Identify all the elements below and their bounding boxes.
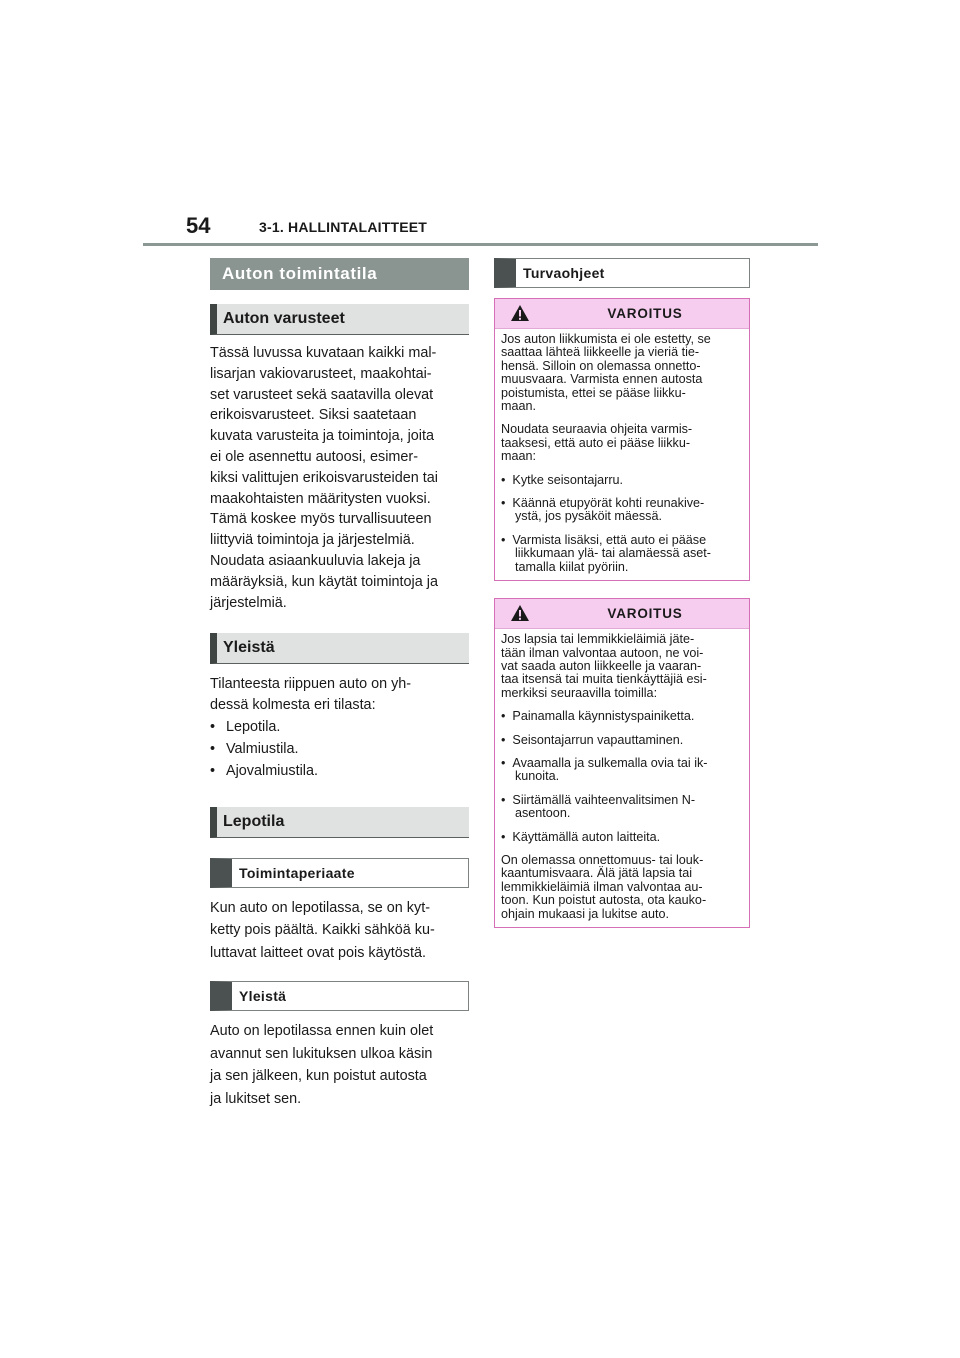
list-item: • Siirtämällä vaihteenvalitsimen N- asentoon. — [501, 792, 696, 821]
list-item: • Varmista lisäksi, että auto ei pääse liikkumaan ylä- tai alamäessä aset- tamalla kiilat pyöriin. — [501, 532, 711, 574]
warning-paragraph: Noudata seuraavia ohjeita varmis- taaksesi, että auto ei pääse liikku- maan: — [501, 422, 693, 464]
list-item: • Käännä etupyörät kohti reunakive- ystä, jos pysäköit mäessä. — [501, 496, 705, 524]
principle-paragraph: Kun auto on lepotilassa, se on kyt- ketty pois päältä. Kaikki sähköä ku- luttavat laitteet ovat pois käytöstä. — [210, 899, 435, 961]
list-item: • Lepotila. — [210, 716, 469, 738]
warning-triangle-icon — [510, 604, 530, 622]
section-heading-lepotila: Lepotila — [210, 807, 469, 838]
warning-body — [495, 329, 749, 580]
main-heading: Auton toimintatila — [210, 258, 469, 290]
chapter-title: 3-1. HALLINTALAITTEET — [259, 219, 428, 235]
warning-paragraph: Jos auton liikkumista ei ole estetty, se saattaa lähteä liikkeelle ja vieriä tie- hensä. Silloin on olemassa onnetto- muusvaara. Varmista ennen autosta poistumista, ettei se pääse liikku- maan. — [501, 332, 711, 414]
list-item: • Ajovalmiustila. — [210, 760, 469, 782]
warning-triangle-icon — [510, 304, 530, 322]
warning-title: VAROITUS — [607, 606, 683, 622]
warning-box-1 — [494, 298, 750, 581]
list-item: • Seisontajarrun vapauttaminen. — [501, 732, 684, 747]
states-list — [210, 716, 469, 782]
page-number: 54 — [186, 213, 211, 238]
list-item: • Avaamalla ja sulkemalla ovia tai ik- kunoita. — [501, 755, 708, 784]
warning-paragraph: On olemassa onnettomuus- tai louk- kaantumisvaara. Älä jätä lapsia tai lemmikkieläimiä ilman valvontaa au- toon. Kun poistut autosta, ota kauko- ohjain mukaasi ja lukitse auto. — [501, 852, 707, 921]
warning-paragraph: Jos lapsia tai lemmikkieläimiä jäte- tään ilman valvontaa autoon, ne voi- vat saada auton liikkeelle ja vaaran- taa itsensä tai muita tienkäyttäjiä esi- merkiksi seuraavilla toimilla: — [501, 632, 707, 700]
header-rule — [143, 243, 818, 246]
general-paragraph: Auto on lepotilassa ennen kuin olet avannut sen lukituksen ulkoa käsin ja sen jälkeen, kun poistut autosta ja lukitset sen. — [210, 1023, 434, 1107]
subheading-yleista: Yleistä — [210, 981, 469, 1011]
list-item: • Valmiustila. — [210, 738, 469, 760]
section-heading-yleista: Yleistä — [210, 633, 469, 664]
list-item: • Painamalla käynnistyspainiketta. — [501, 709, 695, 724]
subheading-toimintaperiaate: Toimintaperiaate — [210, 858, 469, 888]
warning-title: VAROITUS — [607, 306, 683, 321]
states-intro: Tilanteesta riippuen auto on yh- dessä kolmesta eri tilasta: — [210, 676, 412, 714]
warning-header — [495, 299, 749, 329]
warning-header — [495, 599, 749, 629]
list-item: • Kytke seisontajarru. — [501, 472, 624, 487]
intro-paragraph: Tässä luvussa kuvataan kaikki mal- lisarjan vakiovarusteet, maakohtai- set varusteet sekä saatavilla olevat erikoisvarusteet. Siksi saatetaan kuvata varusteita ja toimintoja, joita ei ole asennettu autoosi, esimer- kiksi valittujen erikoisvarusteiden tai maakohtaisten määritysten vuoksi. Tämä koskee myös turvallisuuteen liittyviä toimintoja ja järjestelmiä. Noudata asiaankuuluvia lakeja ja määräyksiä, kun käytät toimintoja ja järjestelmiä. — [210, 345, 438, 611]
warning-body — [495, 629, 749, 927]
right-column — [494, 258, 750, 928]
left-column — [210, 258, 469, 1110]
warning-box-2 — [494, 598, 750, 928]
list-item: • Käyttämällä auton laitteita. — [501, 829, 661, 844]
subheading-turvaohjeet: Turvaohjeet — [494, 258, 750, 288]
section-heading-auton-varusteet: Auton varusteet — [210, 304, 469, 335]
